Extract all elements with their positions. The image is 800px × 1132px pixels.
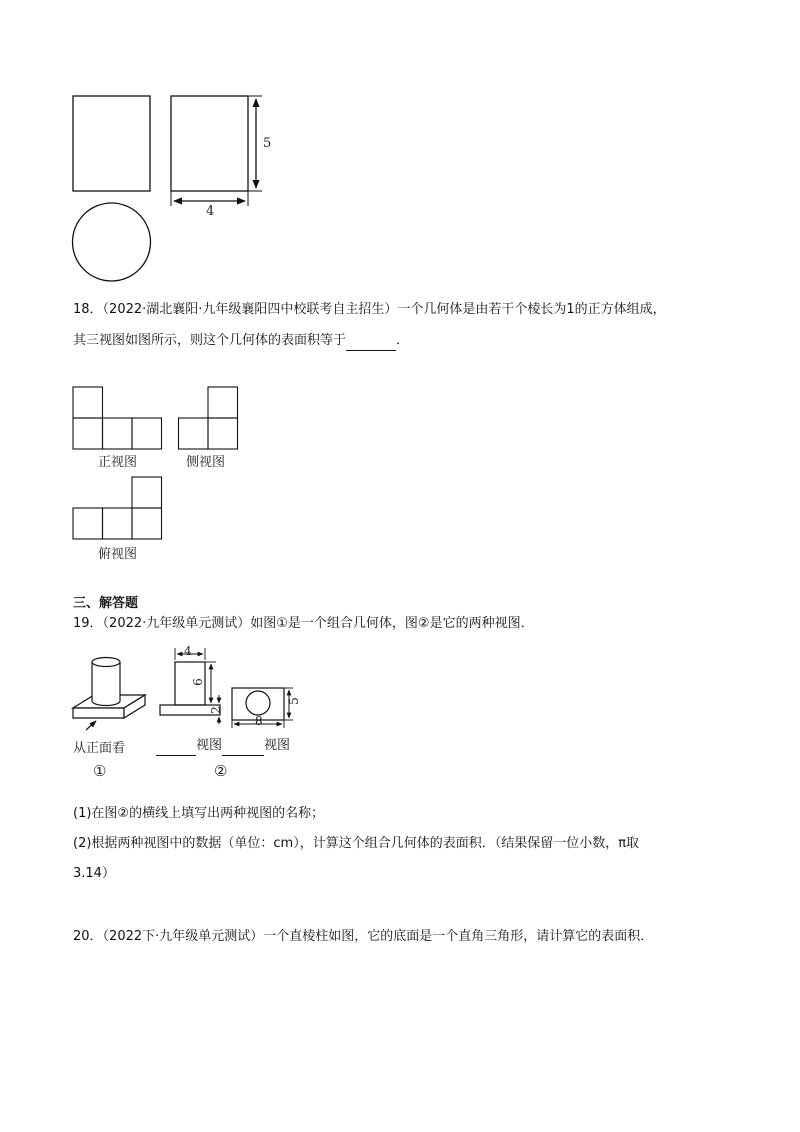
section3-title: 三、解答题: [73, 596, 139, 611]
q18-front-label: 正视图: [98, 455, 138, 470]
fig17-width-label: 4: [206, 204, 215, 219]
q19-part1: (1)在图②的横线上填写出两种视图的名称；: [73, 806, 325, 821]
q18-text-1: 一个几何体是由若干个棱长为1的正方体组成，: [397, 302, 666, 317]
q18-line1: [73, 300, 666, 320]
q19-dim-top-width: 4: [184, 644, 192, 658]
q19-fig2-label: ②: [214, 762, 228, 780]
q18-front-view: [73, 387, 162, 449]
q20-line: [73, 927, 653, 947]
q18-side-label: 侧视图: [186, 455, 226, 470]
q18-source: （2022·湖北襄阳·九年级襄阳四中校联考自主招生）: [102, 302, 398, 317]
q18-end-punct: ．: [396, 333, 410, 348]
q18-line2: [73, 331, 409, 351]
q19-source: （2022·九年级单元测试）: [102, 616, 251, 631]
q19-part2-line1: (2)根据两种视图中的数据（单位：cm），计算这个组合几何体的表面积．（结果保留一位小数，π取: [73, 836, 640, 851]
fig17-top-circle: [73, 203, 151, 281]
q19-view-blanks: [156, 736, 290, 756]
q19-part2-line2: 3.14）: [73, 866, 115, 881]
fig17-height-label: 5: [263, 136, 272, 151]
fig17-front-rect: [73, 96, 150, 191]
q19-solid-drawing: [73, 658, 145, 731]
q18-number: 18．: [73, 302, 103, 317]
q19-number: 19．: [73, 616, 103, 631]
q19-view-word-1: 视图: [196, 738, 223, 753]
q19-line: [73, 614, 534, 634]
q18-side-view: [179, 387, 238, 449]
q19-dim-cyl-height: 6: [190, 678, 205, 686]
fig17-side-rect: [171, 96, 248, 191]
q18-top-label: 俯视图: [98, 547, 138, 562]
fig17-views: [0, 0, 800, 300]
q20-text: 一个直棱柱如图，它的底面是一个直角三角形，请计算它的表面积．: [263, 929, 654, 944]
q19-figures: [0, 640, 800, 790]
q19-dim-rect-width: 8: [255, 714, 263, 728]
q19-view-word-2: 视图: [264, 738, 291, 753]
q19-dim-base-height: 2: [208, 706, 223, 714]
q18-text-2: 其三视图如图所示，则这个几何体的表面积等于: [73, 333, 347, 348]
q19-view-blank-2[interactable]: [222, 741, 264, 756]
q19-text: 如图①是一个组合几何体，图②是它的两种视图．: [250, 616, 534, 631]
q20-source: （2022下·九年级单元测试）: [102, 929, 264, 944]
q19-fig1-label: ①: [93, 762, 107, 780]
q19-from-front-label: 从正面看: [73, 741, 126, 756]
q20-number: 20．: [73, 929, 103, 944]
q18-top-view: [73, 477, 162, 539]
q19-dim-rect-height: 5: [286, 697, 301, 705]
q18-answer-blank[interactable]: [346, 334, 396, 351]
q19-view-blank-1[interactable]: [156, 741, 196, 756]
